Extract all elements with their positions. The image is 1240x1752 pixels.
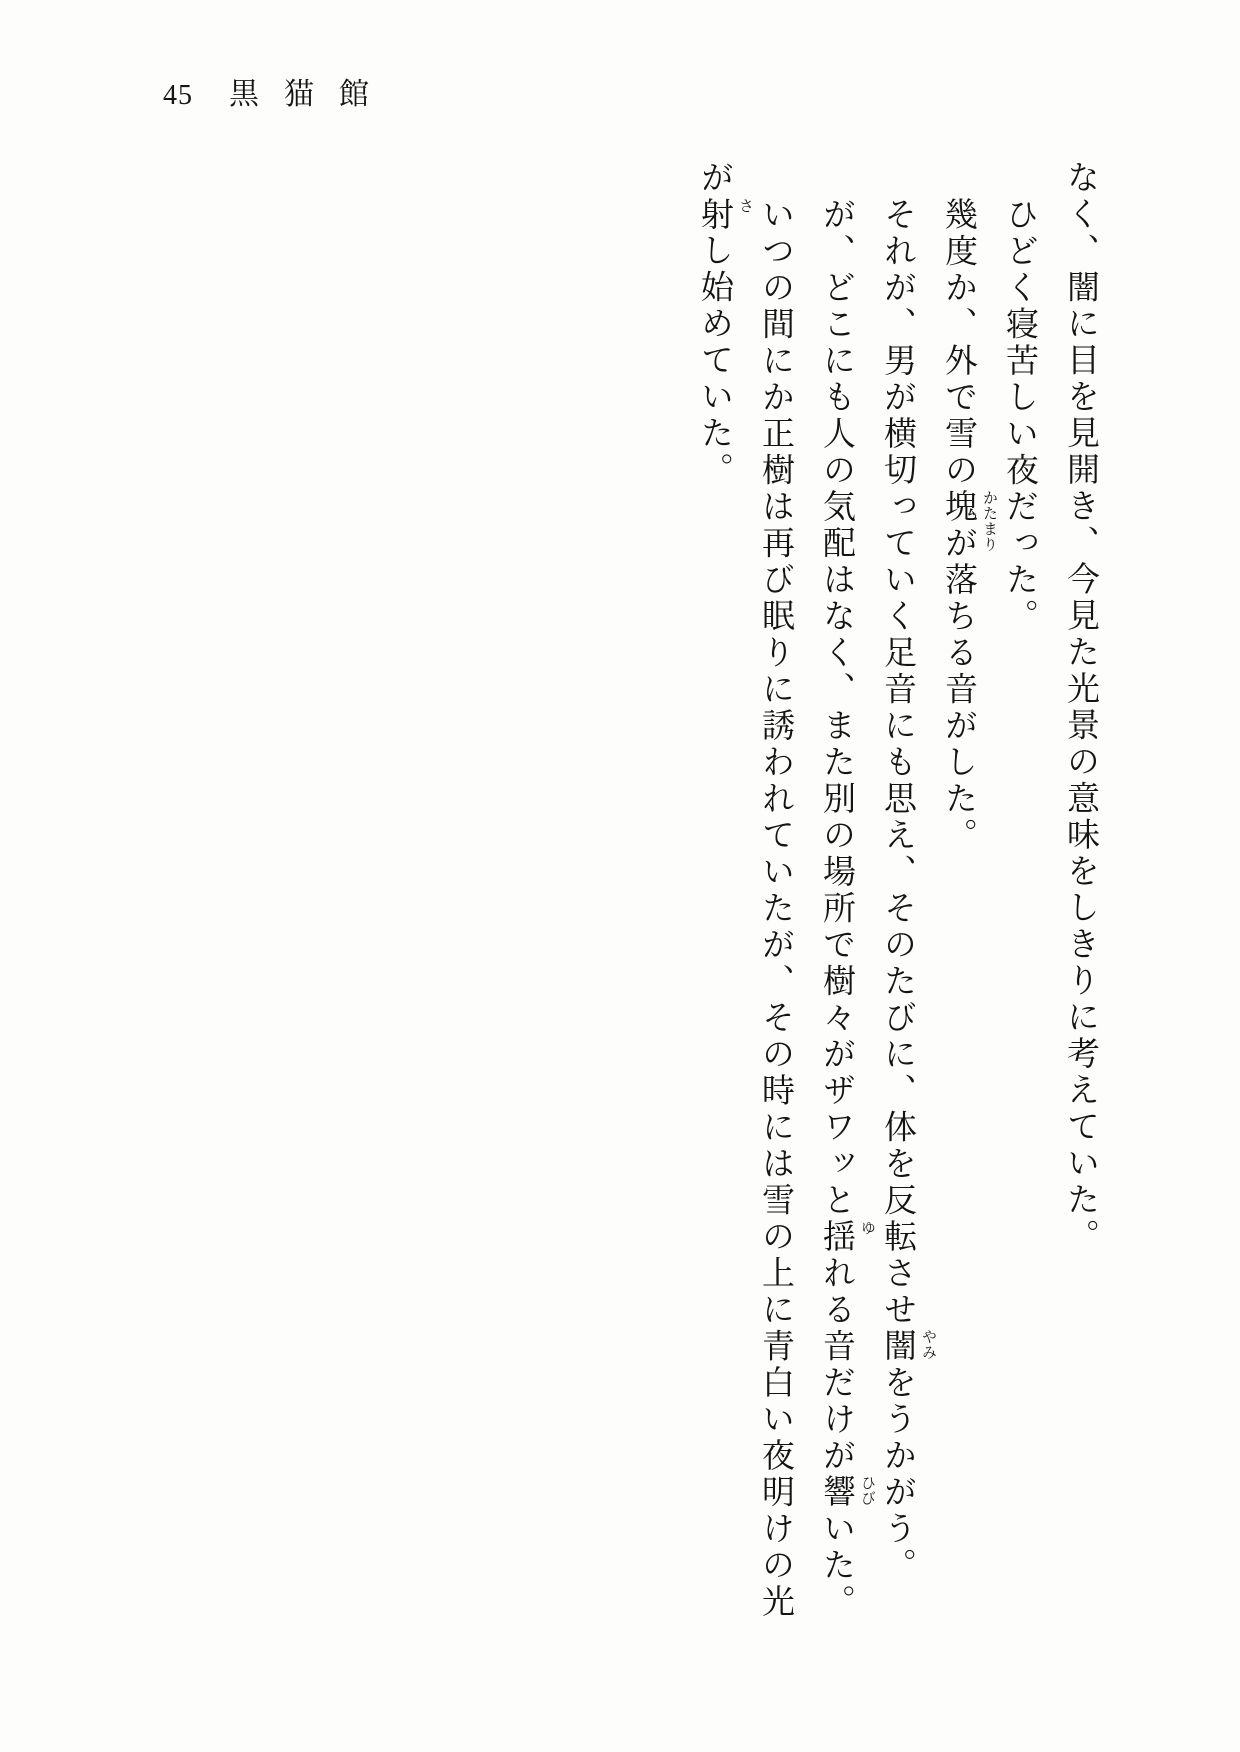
ruby-annotated-word	[818, 1474, 875, 1511]
text-run: いつの間にか正樹は再び眠りに誘われていたが、その時には雪の上に青白い夜明けの光が	[696, 160, 793, 1620]
text-run: いた。	[818, 1510, 854, 1620]
ruby-text: ゆ	[859, 1219, 875, 1235]
text-run: ひどく寝苦しい夜だった。	[1001, 196, 1037, 635]
paragraph	[866, 160, 936, 1623]
page-number: 45	[163, 80, 193, 111]
running-head	[163, 80, 394, 111]
ruby-base: 闇	[879, 1328, 915, 1365]
text-run: をうかがう。	[879, 1364, 915, 1584]
ruby-text: かたまり	[981, 489, 997, 552]
ruby-annotated-word	[818, 1218, 875, 1256]
ruby-annotated-word	[940, 488, 997, 552]
ruby-annotated-word	[696, 196, 753, 234]
text-run: が落ちる音がした。	[940, 525, 976, 854]
page-body-vertical-text	[683, 160, 1110, 1623]
text-run: が、どこにも人の気配はなく、また別の場所で樹々がザワッと	[818, 196, 854, 1219]
text-run: それが、男が横切っていく足音にも思え、そのたびに、体を反転させ	[879, 196, 915, 1328]
ruby-text: やみ	[920, 1329, 936, 1360]
ruby-base: 揺	[818, 1218, 854, 1255]
paragraph	[927, 160, 997, 1623]
text-run: 幾度か、外で雪の	[940, 196, 976, 489]
paragraph	[988, 160, 1049, 1623]
paragraph	[1049, 160, 1110, 1623]
ruby-text: ひび	[859, 1475, 875, 1506]
text-run: し始めていた。	[696, 233, 732, 489]
text-run: なく、闇に目を見開き、今見た光景の意味をしきりに考えていた。	[1062, 160, 1098, 1255]
paragraph	[683, 160, 805, 1623]
book-title: 黒猫館	[229, 78, 394, 111]
ruby-annotated-word	[879, 1328, 936, 1365]
paragraph	[805, 160, 875, 1623]
text-run: れる音だけが	[818, 1255, 854, 1474]
ruby-base: 塊	[940, 488, 976, 525]
ruby-base: 響	[818, 1474, 854, 1511]
ruby-base: 射	[696, 196, 732, 233]
ruby-text: さ	[737, 197, 753, 213]
